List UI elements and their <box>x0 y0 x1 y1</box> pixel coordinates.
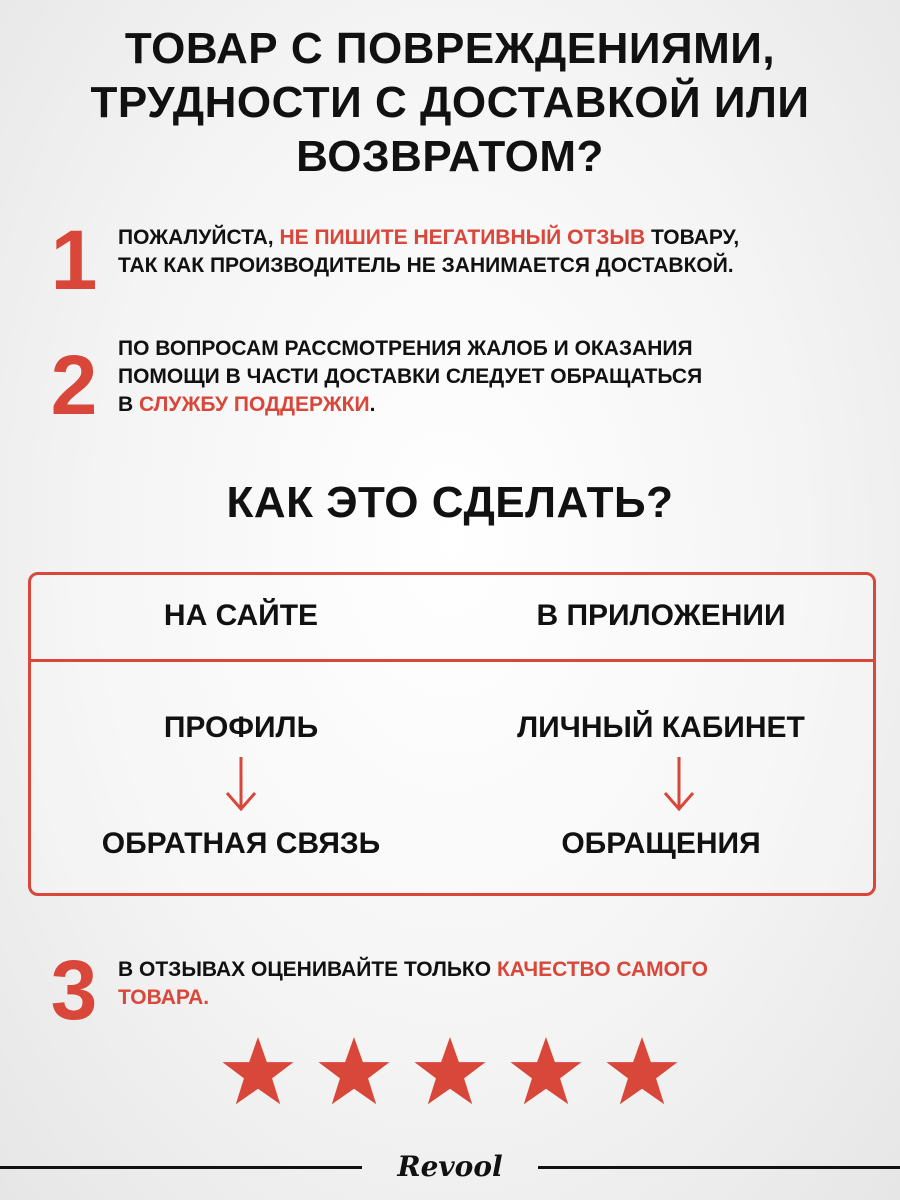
title-line-2: ТРУДНОСТИ С ДОСТАВКОЙ ИЛИ <box>90 78 810 127</box>
star-icon <box>413 1035 487 1107</box>
star-icon <box>221 1035 295 1107</box>
footer <box>0 1148 900 1188</box>
site-step-feedback: ОБРАТНАЯ СВЯЗЬ <box>101 827 381 860</box>
how-title: КАК ЭТО СДЕЛАТЬ? <box>226 478 674 527</box>
point-3 <box>30 943 880 1037</box>
point-1 <box>30 213 880 307</box>
star-icon <box>605 1035 679 1107</box>
site-step-profile: ПРОФИЛЬ <box>163 711 319 744</box>
app-step-requests: ОБРАЩЕНИЯ <box>561 827 761 860</box>
point-1-line-1 <box>118 224 739 252</box>
point-2-number: 2 <box>50 338 98 432</box>
point-2-line-2: ПОМОЩИ В ЧАСТИ ДОСТАВКИ СЛЕДУЕТ ОБРАЩАТЬСЯ <box>118 365 703 388</box>
table-header <box>31 575 873 662</box>
point-1-post: ТОВАРУ, <box>645 226 740 249</box>
star-rating <box>0 1035 900 1107</box>
point-2-line-3 <box>118 391 702 419</box>
point-3-number: 3 <box>50 943 98 1037</box>
page-title <box>0 22 900 184</box>
point-3-line-1 <box>118 956 708 984</box>
point-3-text <box>118 956 708 1012</box>
star-icon <box>509 1035 583 1107</box>
point-2-line-1: ПО ВОПРОСАМ РАССМОТРЕНИЯ ЖАЛОБ И ОКАЗАНИЯ <box>118 337 693 360</box>
arrow-down-icon <box>659 755 699 815</box>
point-1-text <box>118 224 739 280</box>
point-3-line-2: ТОВАРА. <box>118 986 210 1009</box>
point-2 <box>30 335 880 432</box>
column-header-app: В ПРИЛОЖЕНИИ <box>536 599 786 632</box>
instructions-table <box>28 572 876 896</box>
point-2-pre: В <box>118 393 139 416</box>
point-1-number: 1 <box>50 213 98 307</box>
title-line-3: ВОЗВРАТОМ? <box>296 132 604 181</box>
point-2-post: . <box>369 393 376 416</box>
point-2-text <box>118 335 702 419</box>
brand-logo: Revool <box>397 1150 503 1183</box>
point-1-highlight: НЕ ПИШИТЕ НЕГАТИВНЫЙ ОТЗЫВ <box>279 226 646 249</box>
footer-rule-right <box>538 1166 900 1169</box>
footer-rule-left <box>0 1166 362 1169</box>
app-step-cabinet: ЛИЧНЫЙ КАБИНЕТ <box>517 711 805 744</box>
star-icon <box>317 1035 391 1107</box>
title-line-1: ТОВАР С ПОВРЕЖДЕНИЯМИ, <box>124 24 776 73</box>
point-1-pre: ПОЖАЛУЙСТА, <box>118 226 280 249</box>
column-header-site: НА САЙТЕ <box>163 599 319 632</box>
arrow-down-icon <box>221 755 261 815</box>
point-3-pre: В ОТЗЫВАХ ОЦЕНИВАЙТЕ ТОЛЬКО <box>118 958 497 981</box>
point-1-line-2: ТАК КАК ПРОИЗВОДИТЕЛЬ НЕ ЗАНИМАЕТСЯ ДОСТАВКОЙ. <box>118 254 734 277</box>
point-2-highlight: СЛУЖБУ ПОДДЕРЖКИ <box>139 393 370 416</box>
point-3-highlight: КАЧЕСТВО САМОГО <box>496 958 708 981</box>
